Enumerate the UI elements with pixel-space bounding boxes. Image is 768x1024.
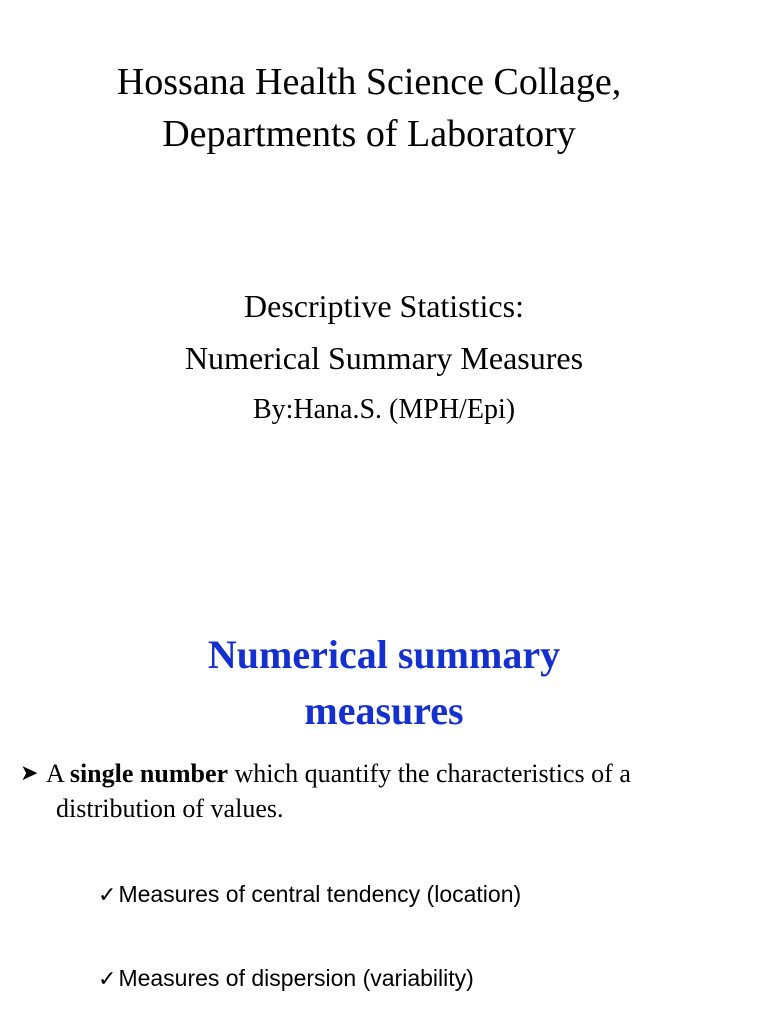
checkmark-icon: ✓ [98, 966, 117, 991]
presentation-title: Descriptive Statistics: [244, 288, 524, 324]
author-line: By:Hana.S. (MPH/Epi) [252, 394, 516, 425]
bullet-point [20, 756, 760, 791]
checklist-item [98, 878, 521, 911]
checklist-item-label: Measures of dispersion (variability) [118, 965, 474, 991]
content-slide [0, 560, 768, 1024]
bullet-prefix: A [46, 759, 70, 788]
institution-name: Hossana Health Science Collage, [116, 61, 622, 103]
arrow-bullet-icon: ➤ [20, 760, 39, 785]
slide-heading-continued: measures [304, 688, 464, 733]
checkmark-icon: ✓ [98, 882, 117, 907]
bullet-emphasis: single number [69, 759, 229, 788]
bullet-continuation: distribution of values. [56, 794, 284, 823]
slide-heading: Numerical summary [207, 632, 561, 677]
bullet-suffix: which quantify the characteristics of a [228, 759, 631, 788]
department-name: Departments of Laboratory [162, 113, 576, 155]
checklist-item-label: Measures of central tendency (location) [118, 881, 522, 907]
presentation-subtitle: Numerical Summary Measures [184, 340, 584, 376]
checklist-item [98, 962, 474, 995]
